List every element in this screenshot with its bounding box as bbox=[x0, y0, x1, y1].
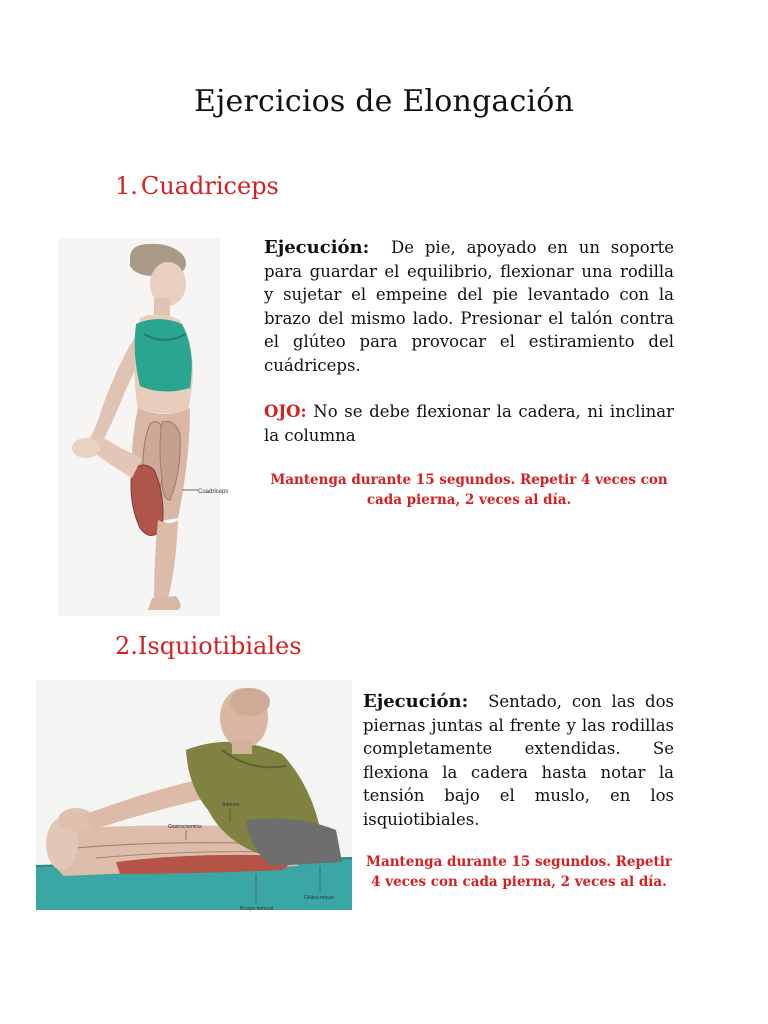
section-heading-isquiotibiales bbox=[115, 632, 302, 660]
section-heading-cuadriceps bbox=[115, 172, 279, 200]
execution-paragraph-2 bbox=[363, 690, 674, 831]
section-number: 1. bbox=[115, 172, 138, 200]
instruction-note-1: Mantenga durante 15 segundos. Repetir 4 veces con cada pierna, 2 veces al día. bbox=[270, 472, 668, 508]
section-title: Cuadriceps bbox=[140, 172, 279, 200]
execution-text: Sentado, con las dos piernas juntas al frente y las rodillas completamente extendidas. Se flexiona la cadera hasta notar la tensión bajo el muslo, en los isquiotibiales. bbox=[363, 692, 674, 829]
section-title: Isquiotibiales bbox=[137, 632, 302, 660]
figure-label-biceps-femoral: Bíceps femoral bbox=[240, 906, 274, 912]
warning-text: No se debe flexionar la cadera, ni inclinar la columna bbox=[264, 402, 674, 445]
warning-paragraph bbox=[264, 400, 674, 447]
warning-label: OJO: bbox=[264, 402, 307, 421]
section-number: 2. bbox=[115, 632, 138, 660]
hamstring-stretch-illustration bbox=[36, 680, 352, 910]
instruction-note-2: Mantenga durante 15 segundos. Repetir 4 veces con cada pierna, 2 veces al día. bbox=[366, 854, 672, 890]
execution-paragraph-1 bbox=[264, 236, 674, 377]
quadriceps-stretch-illustration bbox=[58, 238, 229, 616]
execution-label: Ejecución: bbox=[264, 237, 370, 258]
figure-label-gluteo-mayor: Glúteo mayor bbox=[304, 895, 335, 901]
figure-label-cuadriceps: Cuadriceps bbox=[198, 489, 229, 495]
execution-label: Ejecución: bbox=[363, 691, 469, 712]
execution-text: De pie, apoyado en un soporte para guardar el equilibrio, flexionar una rodilla y sujetar el empeine del pie levantado con la brazo del mismo lado. Presionar el talón contra el glúteo para provocar el estiramiento del cuádriceps. bbox=[264, 238, 674, 375]
page-title: Ejercicios de Elongación bbox=[193, 84, 575, 119]
figure-label-gastrocnemios: Gastrocnemios bbox=[168, 824, 202, 830]
figure-label-sartorio: Sartorio bbox=[222, 802, 240, 808]
